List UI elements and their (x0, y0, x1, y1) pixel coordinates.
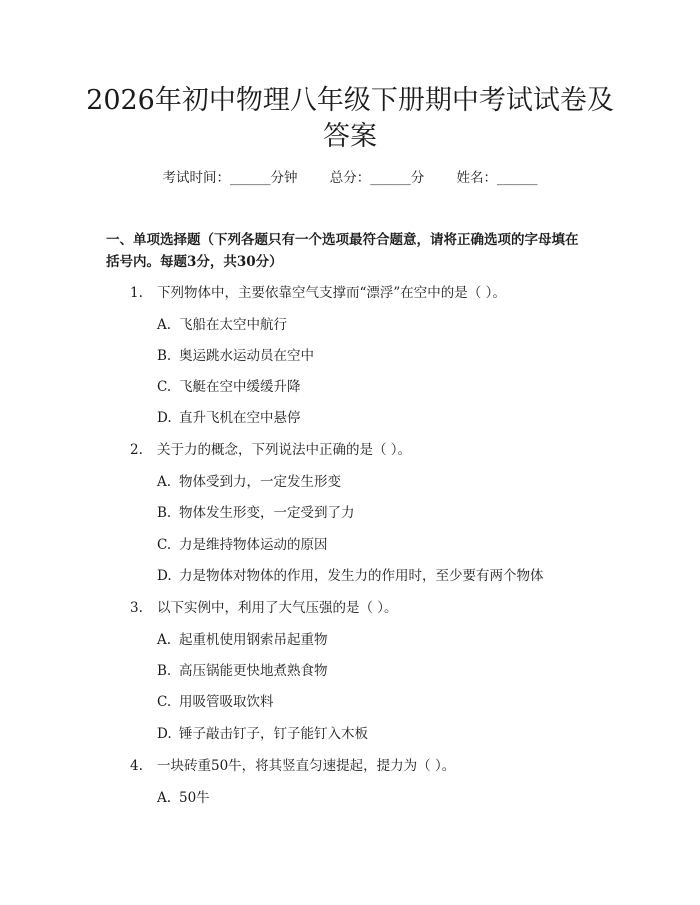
question-1-option-c (157, 377, 301, 397)
option-letter: D. (157, 410, 172, 426)
question-2-option-a (157, 472, 341, 492)
question-1-option-d (157, 408, 301, 428)
question-1-option-b (157, 346, 314, 366)
page-title-continued: 答案 (323, 121, 377, 152)
exam-time: 考试时间：______分钟 (162, 170, 298, 186)
exam-info (0, 168, 700, 188)
question-3-option-c (157, 692, 274, 712)
option-text: 物体发生形变，一定受到了力 (179, 505, 355, 521)
question-1 (130, 283, 506, 303)
question-1-option-a (157, 315, 287, 335)
total-score: 总分：______分 (329, 170, 425, 186)
option-letter: D. (157, 726, 172, 742)
option-text: 50牛 (179, 790, 210, 806)
option-text: 力是物体对物体的作用，发生力的作用时，至少要有两个物体 (179, 568, 544, 584)
question-3-option-a (157, 630, 328, 650)
option-text: 飞艇在空中缓缓升降 (179, 379, 301, 395)
question-number: 2. (130, 442, 143, 458)
question-text: 关于力的概念，下列说法中正确的是（ ）。 (157, 442, 412, 458)
question-4 (130, 756, 455, 776)
option-text: 锤子敲击钉子，钉子能钉入木板 (179, 726, 368, 742)
option-letter: C. (157, 379, 172, 395)
option-letter: D. (157, 568, 172, 584)
student-name: 姓名：______ (456, 170, 538, 186)
question-4-option-a (157, 788, 210, 808)
question-text: 以下实例中，利用了大气压强的是（ ）。 (157, 600, 398, 616)
question-text: 下列物体中，主要依靠空气支撑而“漂浮”在空中的是（ ）。 (157, 285, 506, 301)
option-text: 高压锅能更快地煮熟食物 (179, 663, 328, 679)
option-text: 奥运跳水运动员在空中 (179, 348, 314, 364)
option-letter: B. (157, 348, 172, 364)
option-text: 起重机使用钢索吊起重物 (179, 632, 328, 648)
question-text: 一块砖重50牛，将其竖直匀速提起，提力为（ ）。 (157, 758, 456, 774)
option-letter: A. (157, 632, 172, 648)
question-2-option-d (157, 566, 544, 586)
question-number: 1. (130, 285, 143, 301)
option-text: 力是维持物体运动的原因 (179, 537, 328, 553)
option-letter: C. (157, 537, 172, 553)
option-letter: A. (157, 317, 172, 333)
question-2-option-c (157, 535, 328, 555)
option-letter: B. (157, 663, 172, 679)
question-number: 3. (130, 600, 143, 616)
option-text: 飞船在太空中航行 (179, 317, 287, 333)
question-3-option-b (157, 661, 328, 681)
option-text: 用吸管吸取饮料 (179, 694, 274, 710)
option-letter: B. (157, 505, 172, 521)
question-number: 4. (130, 758, 143, 774)
section-heading: 一、单项选择题（下列各题只有一个选项最符合题意，请将正确选项的字母填在 (106, 232, 579, 248)
page-title: 2026年初中物理八年级下册期中考试试卷及 (86, 85, 614, 116)
option-letter: A. (157, 474, 172, 490)
question-3-option-d (157, 724, 368, 744)
option-letter: C. (157, 694, 172, 710)
question-2 (130, 440, 411, 460)
question-3 (130, 598, 398, 618)
option-letter: A. (157, 790, 172, 806)
question-2-option-b (157, 503, 355, 523)
section-heading-continued: 括号内。每题3分，共30分） (106, 254, 283, 270)
option-text: 物体受到力，一定发生形变 (179, 474, 341, 490)
option-text: 直升飞机在空中悬停 (179, 410, 301, 426)
